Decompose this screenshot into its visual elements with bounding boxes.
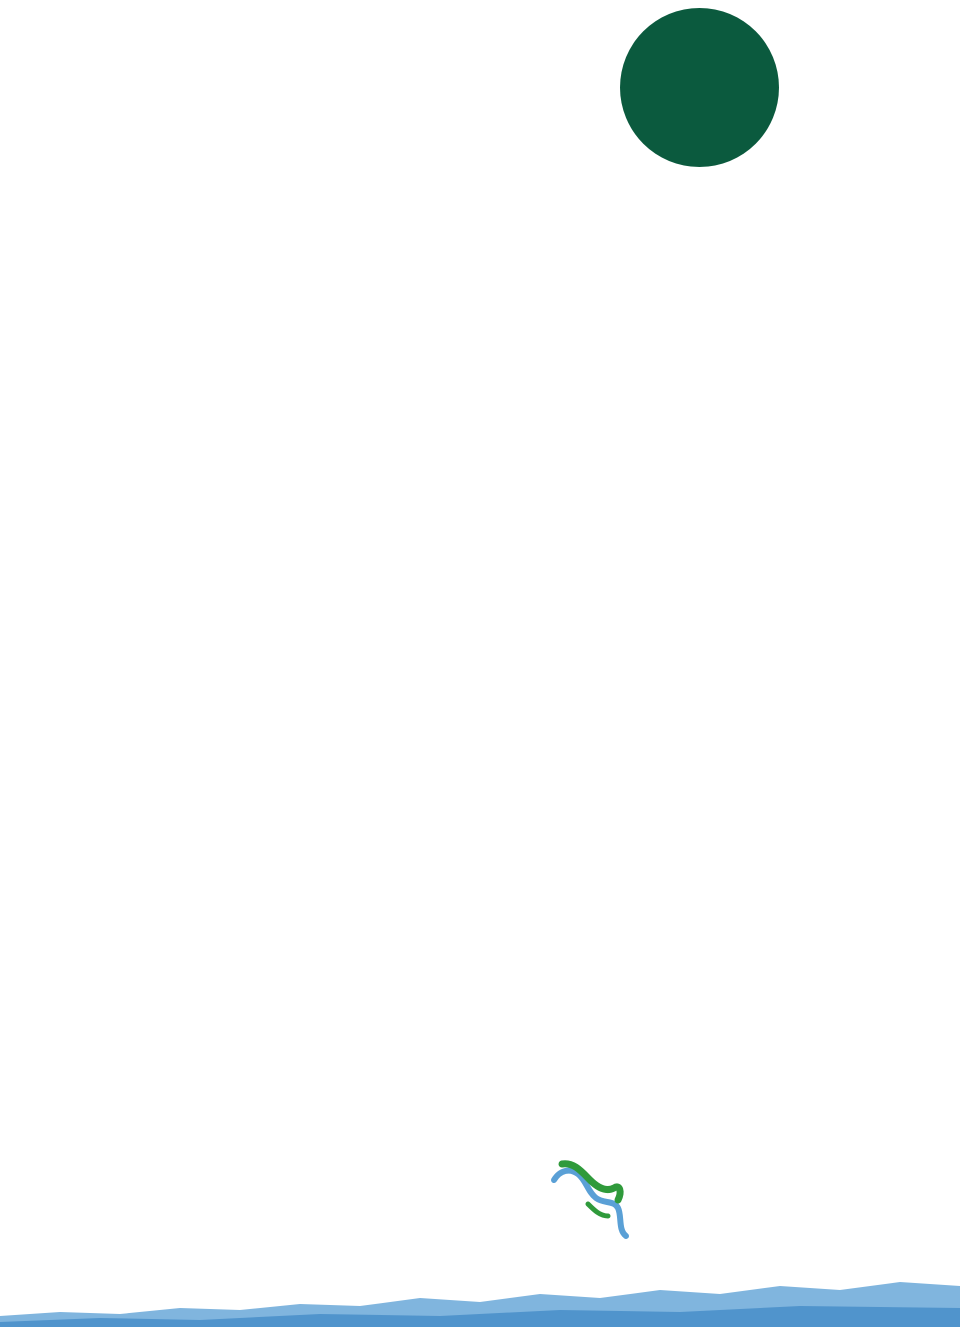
region-halland-logo-icon	[548, 1158, 888, 1248]
coastline-band-decoration	[0, 1268, 960, 1327]
production-note	[918, 858, 948, 1168]
green-circle-decoration	[620, 8, 779, 167]
